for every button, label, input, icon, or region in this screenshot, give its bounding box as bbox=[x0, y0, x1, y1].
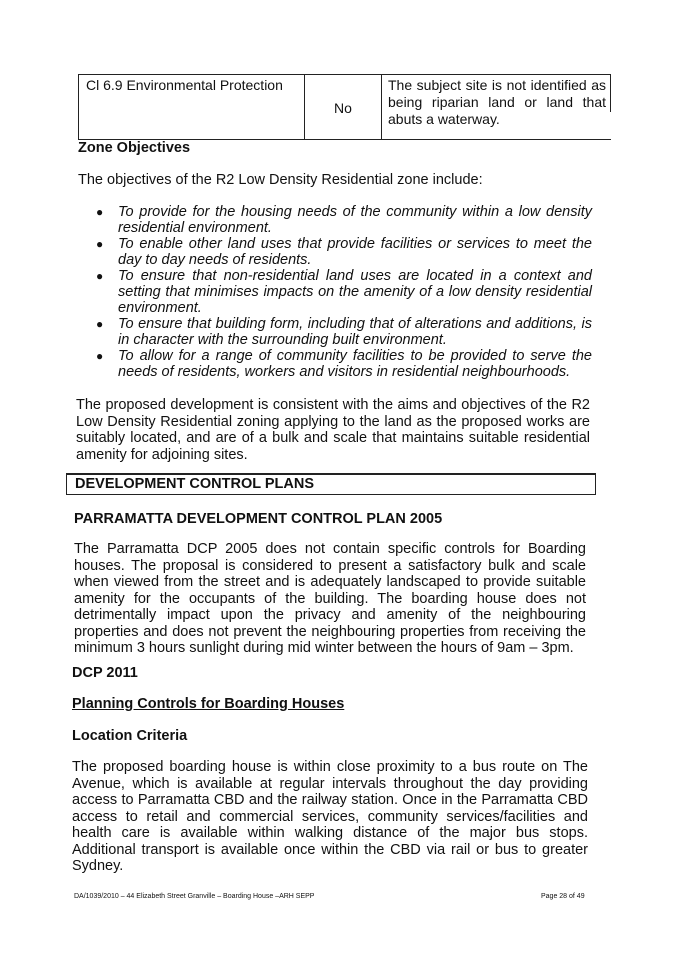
table-comment-cell: The subject site is not identified as being riparian land or land that abuts a waterway. bbox=[388, 77, 606, 127]
parramatta-dcp-body: The Parramatta DCP 2005 does not contain specific controls for Boarding houses. The proposal is considered to present a satisfactory bulk and scale when viewed from the street and is adequately landscaped to provide suitable amenity for the occupants of the building. The boarding house does not detrimentally impact upon the privacy and amenity of the neighbouring properties and does not prevent the neighbouring properties from receiving the minimum 3 hours sunlight during mid winter between the hours of 9am – 3pm. bbox=[74, 541, 586, 656]
footer-page-number: Page 28 of 49 bbox=[541, 893, 585, 900]
objective-item bbox=[94, 204, 592, 236]
boarding-houses-subheading: Planning Controls for Boarding Houses bbox=[72, 696, 345, 712]
table-border-top bbox=[78, 74, 611, 75]
zone-objectives-heading: Zone Objectives bbox=[78, 140, 191, 156]
controls-table bbox=[78, 74, 611, 140]
zone-objectives-list bbox=[94, 204, 592, 380]
zone-intro: The objectives of the R2 Low Density Residential zone include: bbox=[78, 172, 483, 188]
footer-document-ref: DA/1039/2010 – 44 Elizabeth Street Granville – Boarding House –ARH SEPP bbox=[74, 893, 315, 900]
objective-text: To allow for a range of community facilities to be provided to serve the needs of residents, workers and visitors in residential neighbourhoods. bbox=[118, 348, 592, 380]
bullet-icon: ● bbox=[96, 269, 104, 283]
objective-item bbox=[94, 348, 592, 380]
objective-text: To ensure that building form, including that of alterations and additions, is in character with the surrounding built environment. bbox=[118, 316, 592, 348]
zone-conclusion: The proposed development is consistent with the aims and objectives of the R2 Low Density Residential zoning applying to the land as the proposed works are suitably located, and are of a bulk and scale that maintains suitable residential amenity for adjoining sites. bbox=[76, 397, 590, 463]
table-border-left bbox=[78, 74, 79, 140]
bullet-icon: ● bbox=[96, 237, 104, 251]
objective-text: To ensure that non-residential land uses are located in a context and setting that minimises impacts on the amenity of a low density residential environment. bbox=[118, 268, 592, 316]
location-criteria-body: The proposed boarding house is within close proximity to a bus route on The Avenue, which is available at regular intervals throughout the day providing access to Parramatta CBD and the railway station. Once in the Parramatta CBD access to retail and commercial services, community services/facilities and health care is available within walking distance of the major bus stops. Additional transport is available once within the CBD via rail or bus to greater Sydney. bbox=[72, 759, 588, 874]
objective-text: To provide for the housing needs of the community within a low density residential environment. bbox=[118, 204, 592, 236]
bullet-icon: ● bbox=[96, 317, 104, 331]
table-divider-1 bbox=[304, 74, 305, 140]
table-border-right bbox=[610, 74, 611, 112]
parramatta-dcp-heading: PARRAMATTA DEVELOPMENT CONTROL PLAN 2005 bbox=[74, 511, 443, 527]
objective-item bbox=[94, 236, 592, 268]
bullet-icon: ● bbox=[96, 349, 104, 363]
table-clause-cell: Cl 6.9 Environmental Protection bbox=[86, 77, 283, 93]
dcp-section-title: DEVELOPMENT CONTROL PLANS bbox=[75, 476, 314, 492]
dcp-section-box bbox=[66, 473, 596, 495]
objective-text: To enable other land uses that provide facilities or services to meet the day to day needs of residents. bbox=[118, 236, 592, 268]
bullet-icon: ● bbox=[96, 205, 104, 219]
table-answer-cell: No bbox=[334, 100, 352, 116]
location-criteria-heading: Location Criteria bbox=[72, 728, 188, 744]
objective-item bbox=[94, 316, 592, 348]
objective-item bbox=[94, 268, 592, 316]
table-divider-2 bbox=[381, 74, 382, 140]
dcp2011-heading: DCP 2011 bbox=[72, 665, 138, 681]
